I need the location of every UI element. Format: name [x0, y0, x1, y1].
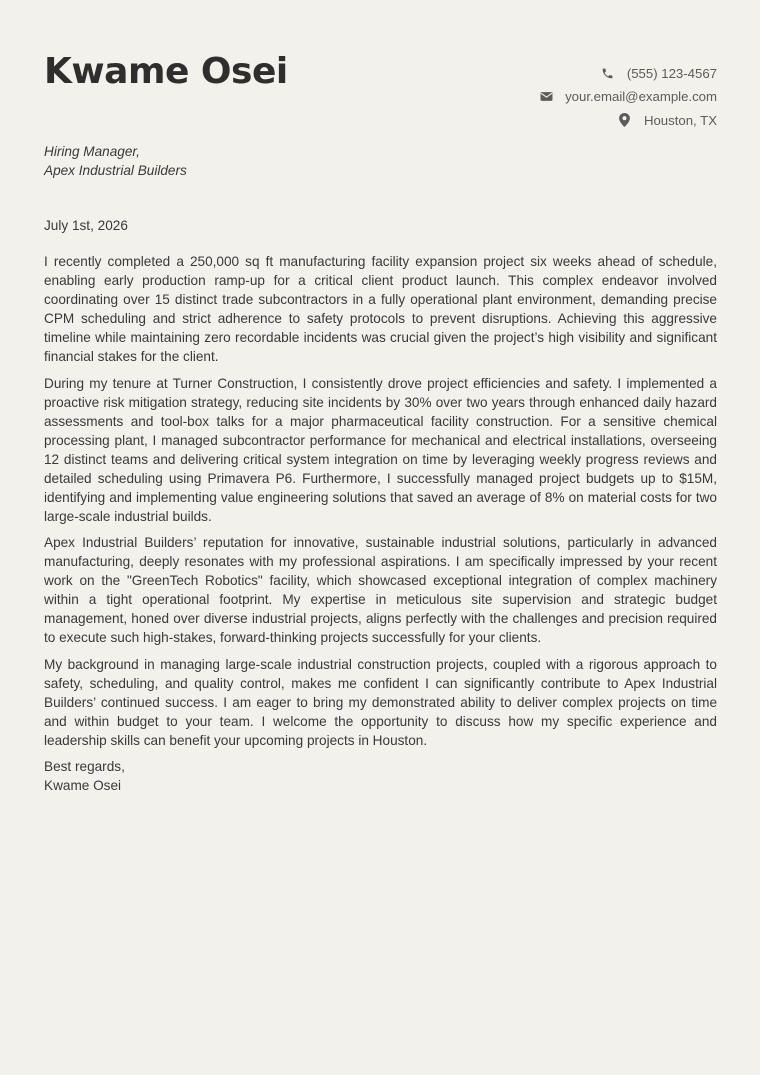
contact-location — [539, 109, 717, 132]
envelope-icon — [539, 90, 553, 104]
closing-phrase: Best regards, — [44, 759, 125, 774]
recipient-company: Apex Industrial Builders — [44, 163, 187, 178]
email-text: your.email@example.com — [565, 89, 717, 105]
body-paragraph: During my tenure at Turner Construction, I consistently drove project efficiencies and safety. I implemented a proactive risk mitigation strategy, reducing site incidents by 30% over two years through enhanced daily hazard assessments and tool-box talks for a major pharmaceutical facility construction. For a sensitive chemical processing plant, I managed subcontractor performance for mechanical and electrical installations, overseeing 12 distinct teams and delivering critical system integration on time by leveraging weekly progress reviews and detailed scheduling using Primavera P6. Furthermore, I successfully managed project budgets up to $15M, identifying and implementing value engineering solutions that saved an average of 8% on material costs for two large-scale industrial builds. — [44, 375, 717, 524]
body-paragraph: Apex Industrial Builders’ reputation for innovative, sustainable industrial solutions, particularly in advanced manufacturing, deeply resonates with my professional aspirations. I am specifically impressed by your recent work on the "GreenTech Robotics" facility, which showcased exceptional integration of complex machinery within a tight operational footprint. My expertise in meticulous site supervision and strategic budget management, honed over diverse industrial projects, aligns perfectly with the challenges and precision required to execute such high-stakes, forward-thinking projects successfully for your clients. — [44, 535, 717, 645]
signoff-block — [44, 757, 717, 795]
applicant-name: Kwame Osei — [44, 51, 288, 92]
contact-email — [539, 85, 717, 108]
body-paragraph: I recently completed a 250,000 sq ft manufacturing facility expansion project six weeks ahead of schedule, enabling early production ramp-up for a critical client product launch. This complex endeavor involved coordinating over 15 distinct trade subcontractors in a fully operational plant environment, demanding precise CPM scheduling and strict adherence to safety protocols to prevent disruptions. Achieving this aggressive timeline while maintaining zero recordable incidents was crucial given the project’s high visibility and significant financial stakes for the client. — [44, 254, 717, 364]
body-paragraph: My background in managing large-scale industrial construction projects, coupled with a rigorous approach to safety, scheduling, and quality control, makes me confident I can significantly contribute to Apex Industrial Builders’ continued success. I am eager to bring my demonstrated ability to deliver complex projects on time and within budget to your team. I welcome the opportunity to discuss how my specific experience and leadership skills can benefit your upcoming projects in Houston. — [44, 656, 717, 748]
recipient-block — [44, 142, 717, 180]
recipient-title: Hiring Manager, — [44, 144, 140, 159]
contact-info — [539, 62, 717, 132]
location-text: Houston, TX — [643, 112, 717, 128]
signature-name: Kwame Osei — [44, 778, 122, 793]
phone-icon — [601, 67, 615, 81]
letter-body — [44, 252, 717, 750]
phone-text: (555) 123-4567 — [626, 66, 717, 82]
map-pin-icon — [618, 113, 632, 127]
letter-header — [44, 52, 717, 140]
letter-date: July 1st, 2026 — [44, 218, 128, 233]
contact-phone — [539, 62, 717, 85]
